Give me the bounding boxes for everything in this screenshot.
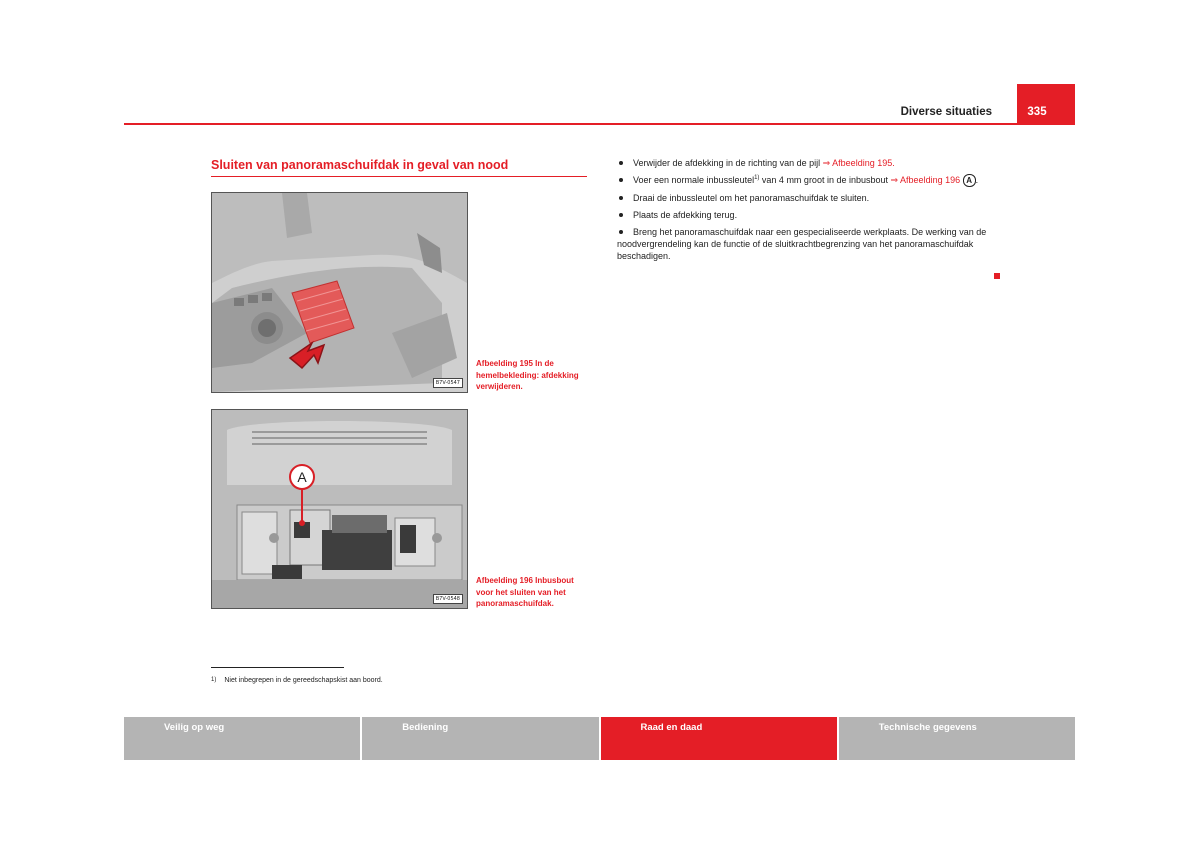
footnote-text: Niet inbegrepen in de gereedschapskist aan boord. — [224, 677, 383, 684]
footnote — [211, 677, 383, 684]
nav-tab-bediening[interactable]: Bediening — [362, 717, 598, 760]
step-text: van 4 mm groot in de inbusbout — [759, 175, 891, 185]
instruction-step — [617, 226, 1005, 262]
bullet-icon — [619, 178, 623, 182]
hex-bolt-illustration — [212, 410, 467, 608]
step-text: . — [975, 175, 979, 185]
instruction-step — [617, 209, 1005, 221]
figure-195-image — [211, 192, 468, 393]
step-text: Draai de inbussleutel om het panoramaschuifdak te sluiten. — [633, 193, 870, 204]
step-text: Verwijder de afdekking in de richting van de pijl — [633, 158, 823, 168]
heading-rule — [211, 176, 587, 177]
section-end-marker — [994, 273, 1000, 279]
figure-code: B7V-0548 — [433, 594, 463, 604]
nav-tab-raad-en-daad[interactable]: Raad en daad — [601, 717, 837, 760]
step-text: Breng het panoramaschuifdak naar een gespecialiseerde werkplaats. De werking van de noodvergrendeling kan de functie of de sluitkrachtbegrenzing van het panoramaschuifdak beschadigen. — [617, 227, 987, 262]
figure-195-caption: Afbeelding 195 In de hemelbekleding: afdekking verwijderen. — [476, 359, 579, 391]
instruction-list — [617, 157, 1005, 267]
footer-nav — [124, 717, 1075, 760]
figure-196-caption: Afbeelding 196 Inbusbout voor het sluiten van het panoramaschuifdak. — [476, 576, 574, 608]
footnote-mark: 1) — [211, 677, 217, 683]
figure-link[interactable]: ⇒ Afbeelding 196 — [890, 175, 961, 185]
bullet-icon — [619, 196, 623, 200]
nav-tab-veilig-op-weg[interactable]: Veilig op weg — [124, 717, 360, 760]
instruction-step — [617, 192, 1005, 204]
page-number-box — [1017, 84, 1075, 125]
instruction-step — [617, 157, 1005, 169]
footnote-reference[interactable]: 1) — [754, 175, 760, 181]
figure-marker-A: A — [297, 469, 307, 485]
instruction-step — [617, 174, 1005, 187]
step-text: Voer een normale inbussleutel — [633, 175, 755, 185]
marker-a-icon: A — [963, 174, 976, 187]
figure-link[interactable]: ⇒ Afbeelding 195. — [822, 158, 895, 168]
bullet-icon — [619, 230, 623, 234]
page-number: 335 — [1027, 106, 1047, 118]
section-title: Diverse situaties — [900, 106, 992, 118]
figure-196-image — [211, 409, 468, 609]
bullet-icon — [619, 161, 623, 165]
header-rule — [124, 123, 1075, 125]
nav-tab-technische-gegevens[interactable]: Technische gegevens — [839, 717, 1075, 760]
article-heading: Sluiten van panoramaschuifdak in geval van nood — [211, 158, 509, 172]
figure-code: B7V-0547 — [433, 378, 463, 388]
headliner-cover-illustration — [212, 193, 467, 392]
footnote-rule — [211, 667, 344, 668]
bullet-icon — [619, 213, 623, 217]
step-text: Plaats de afdekking terug. — [633, 210, 738, 221]
